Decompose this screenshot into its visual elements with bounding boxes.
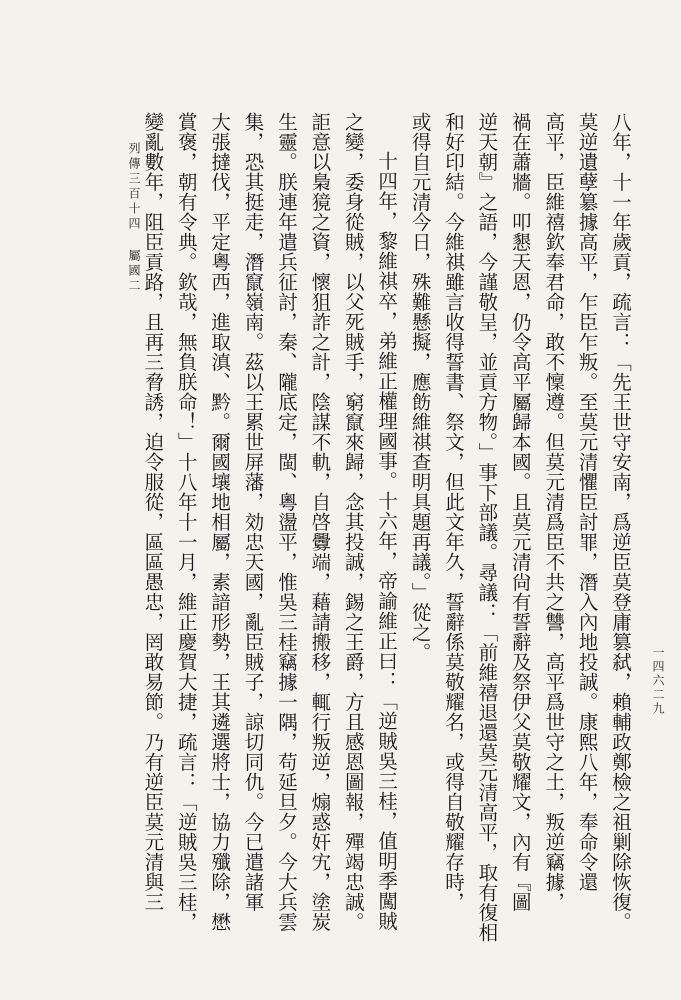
running-head: 列傳三百十四 屬國二 xyxy=(127,142,141,294)
text-column: 高平，臣維禧欽奉君命，敢不懍遵。但莫元清爲臣不共之讐，高平爲世守之土，叛逆竊據， xyxy=(542,112,566,912)
text-column: 禍在蕭牆。叩懇天恩，仍令高平屬歸本國。且莫元清尙有誓辭及祭伊父莫敬耀文，內有『圖 xyxy=(508,112,532,912)
text-column: 集，恐其挺走，潛竄嶺南。茲以王累世屏藩，効忠天國，亂臣賊子，諒切同仇。今已遣諸軍 xyxy=(241,112,265,912)
text-column: 大張撻伐，平定粵西，進取滇、黔。爾國壤地相屬，素諳形勢，王其遴選將士，協力殲除，懋 xyxy=(208,112,232,932)
text-column: 之變，委身從賊，以父死賊手，窮竄來歸，念其投誠，錫之王爵，方且感恩圖報，殫竭忠誠。 xyxy=(341,112,365,932)
text-column: 八年，十一年歲貢，疏言：「先王世守安南，爲逆臣莫登庸篡弑，賴輔政鄭檢之祖剿除恢復。 xyxy=(609,112,632,932)
text-column: 逆天朝』之語，今謹敬呈，並貢方物。」事下部議。尋議：「前維禧退還莫元清高平，取有復相 xyxy=(475,112,499,943)
text-column: 詎意以梟獍之資，懷狙詐之計，陰謀不軌，自啓釁端，藉請搬移，輒行叛逆，煽惑奸宄，塗炭 xyxy=(308,112,332,932)
page-number: 一四六二九 xyxy=(651,646,665,716)
text-column: 和好印結。今維祺雖言收得誓書、祭文，但此文年久，誓辭係莫敬耀名，或得自敬耀存時， xyxy=(441,112,465,912)
text-column: 十四年，黎維祺卒，弟維正權理國事。十六年，帝諭維正曰：「逆賊吳三桂，值明季闖賊 xyxy=(375,151,399,931)
text-column: 生靈。朕連年遣兵征討，秦、隴底定，閩、粵盪平，惟吳三桂竊據一隅，苟延旦夕。今大兵雲 xyxy=(274,112,298,932)
text-column: 或得自元清今日，殊難懸擬，應飭維祺查明具題再議。」從之。 xyxy=(408,112,432,663)
text-column: 變亂數年，阻臣貢路，且再三脅誘，迫令服從，區區愚忠，罔敢易節。乃有逆臣莫元清與三 xyxy=(141,112,165,912)
body-text xyxy=(136,112,637,972)
text-column: 賞褒，朝有令典。欽哉，無負朕命！」十八年十一月，維正慶賀大捷，疏言：「逆賊吳三桂， xyxy=(174,112,198,932)
text-column: 莫逆遺孽簒據高平，乍臣乍叛。至莫元清懼臣討罪，潛入內地投誠。康熙八年，奉命令還 xyxy=(575,112,599,892)
